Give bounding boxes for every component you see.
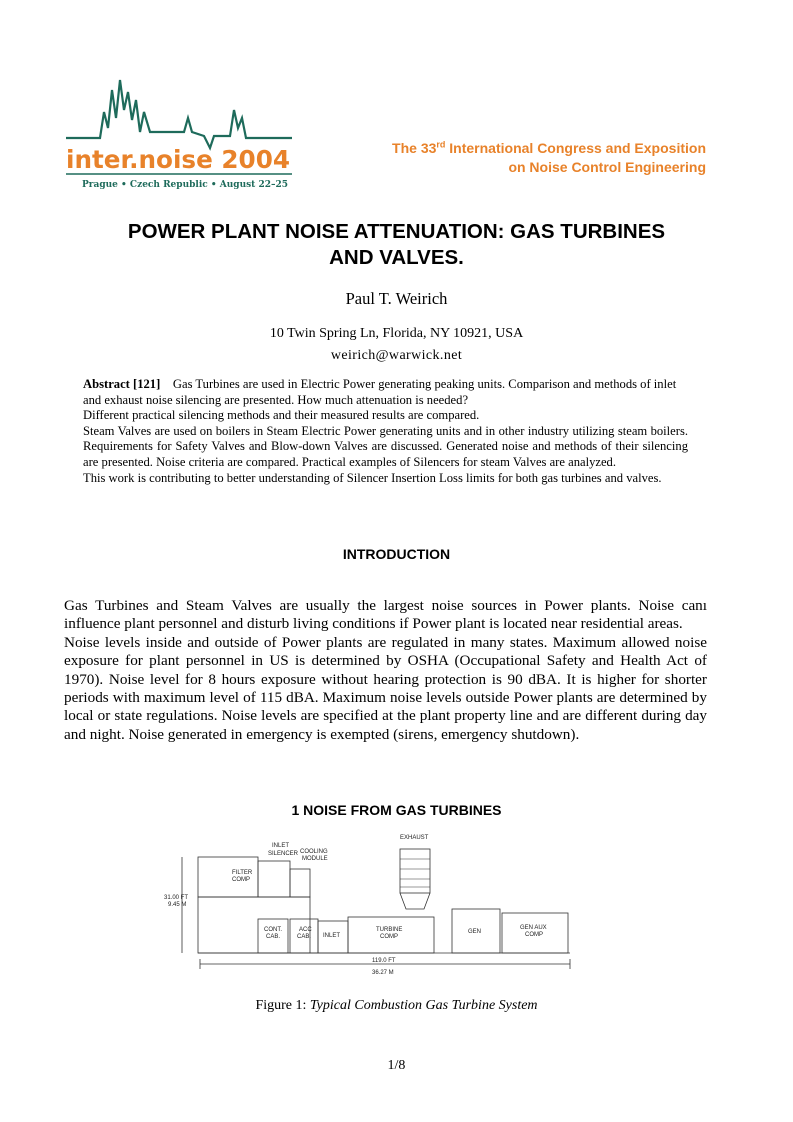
exhaust-transition: [400, 893, 430, 909]
body-paragraph: Gas Turbines and Steam Valves are usually the largest noise sources in Power plants. Noise canı influence plant personnel and disturb living conditions if Power plant is located near residential areas.: [64, 597, 707, 633]
conference-title-line1: The 33rd International Congress and Exposition: [392, 139, 706, 156]
paper-title-line2: AND VALVES.: [329, 246, 464, 269]
inter-noise-logo: [64, 70, 294, 195]
figure-caption: [0, 998, 793, 1014]
conference-title: [392, 139, 706, 177]
label-gen-aux-comp-1: GEN AUX: [520, 925, 547, 931]
paper-title: [60, 219, 733, 271]
abstract-lead-text: Gas Turbines are used in Electric Power generating peaking units. Comparison and methods of inlet and exhaust noise silencing are presented. How much attenuation is needed?: [83, 377, 677, 407]
label-turbine-comp-2: COMP: [380, 934, 398, 940]
label-filter-comp-1: FILTER: [232, 870, 253, 876]
label-height-m: 9.45 M: [168, 902, 187, 908]
figure-caption-title: Typical Combustion Gas Turbine System: [309, 998, 538, 1013]
abstract: [83, 377, 688, 486]
label-turbine-comp-1: TURBINE: [376, 927, 403, 933]
label-gen: GEN: [468, 929, 482, 935]
label-cooling-module-2: MODULE: [302, 856, 328, 862]
label-length-m: 36.27 M: [372, 970, 394, 976]
label-length-ft: 119.0 FT: [372, 958, 396, 964]
label-cont-cab-2: CAB.: [266, 934, 281, 940]
author-name: Paul T. Weirich: [345, 289, 448, 308]
section-heading-gas-turbines: 1 NOISE FROM GAS TURBINES: [291, 802, 502, 818]
exhaust-stack: [400, 849, 430, 893]
abstract-paragraph: Different practical silencing methods and their measured results are compared.: [83, 408, 480, 423]
abstract-paragraph: This work is contributing to better understanding of Silencer Insertion Loss limits for both gas turbines and valves.: [83, 470, 662, 485]
label-filter-comp-2: COMP: [232, 877, 250, 883]
label-inlet-silencer-2: SILENCER: [268, 851, 299, 857]
label-inlet: INLET: [323, 933, 341, 939]
introduction-body: [64, 597, 707, 744]
label-cooling-module-1: COOLING: [300, 849, 328, 855]
paper-title-line1: POWER PLANT NOISE ATTENUATION: GAS TURBINES: [127, 220, 666, 243]
author-email: weirich@warwick.net: [330, 348, 463, 363]
label-height-ft: 31.00 FT: [164, 895, 189, 901]
figure-caption-prefix: Figure 1:: [255, 998, 310, 1013]
author-address: 10 Twin Spring Ln, Florida, NY 10921, USA: [269, 326, 524, 341]
abstract-lead: [83, 377, 688, 408]
cooling-module-box: [290, 869, 310, 897]
gas-turbine-diagram: [160, 829, 600, 979]
abstract-label: Abstract [121]: [83, 377, 161, 391]
label-acc-cab-2: CAB.: [297, 934, 312, 940]
logo-skyline: [66, 80, 292, 148]
label-inlet-silencer-1: INLET: [272, 843, 290, 849]
abstract-paragraph: Steam Valves are used on boilers in Steam Electric Power generating units and in other industry utilizing steam boilers. Requirements for Safety Valves and Blow-down Valves are discussed. Generated noise and methods of their silencing are presented. Noise criteria are compared. Practical examples of Silencers for steam Valves are analyzed.: [83, 423, 688, 469]
inlet-silencer-box: [258, 861, 290, 897]
label-exhaust: EXHAUST: [400, 835, 429, 841]
page-number: 1/8: [387, 1058, 406, 1073]
section-heading-introduction: INTRODUCTION: [342, 546, 451, 562]
label-acc-cab-1: ACC: [299, 927, 312, 933]
logo-wordmark: inter.noise 2004: [66, 145, 290, 174]
conference-title-line2: on Noise Control Engineering: [508, 159, 706, 175]
structure-frame: [198, 897, 310, 953]
label-gen-aux-comp-2: COMP: [525, 932, 543, 938]
label-cont-cab-1: CONT.: [264, 927, 282, 933]
logo-tagline: Prague • Czech Republic • August 22–25: [82, 180, 289, 190]
body-paragraph: Noise levels inside and outside of Power plants are regulated in many states. Maximum allowed noise exposure for plant personnel in US is determined by OSHA (Occupational Safety and Health Act of 1970). Noise level for 8 hours exposure without hearing protection is 90 dBA. It is higher for shorter periods with maximum level of 115 dBA. Maximum noise levels outside Power plants are determined by local or state regulations. Noise levels are specified at the plant property line and are different during day and night. Noise generated in emergency is exempted (sirens, emergency shutdown).: [64, 633, 707, 743]
